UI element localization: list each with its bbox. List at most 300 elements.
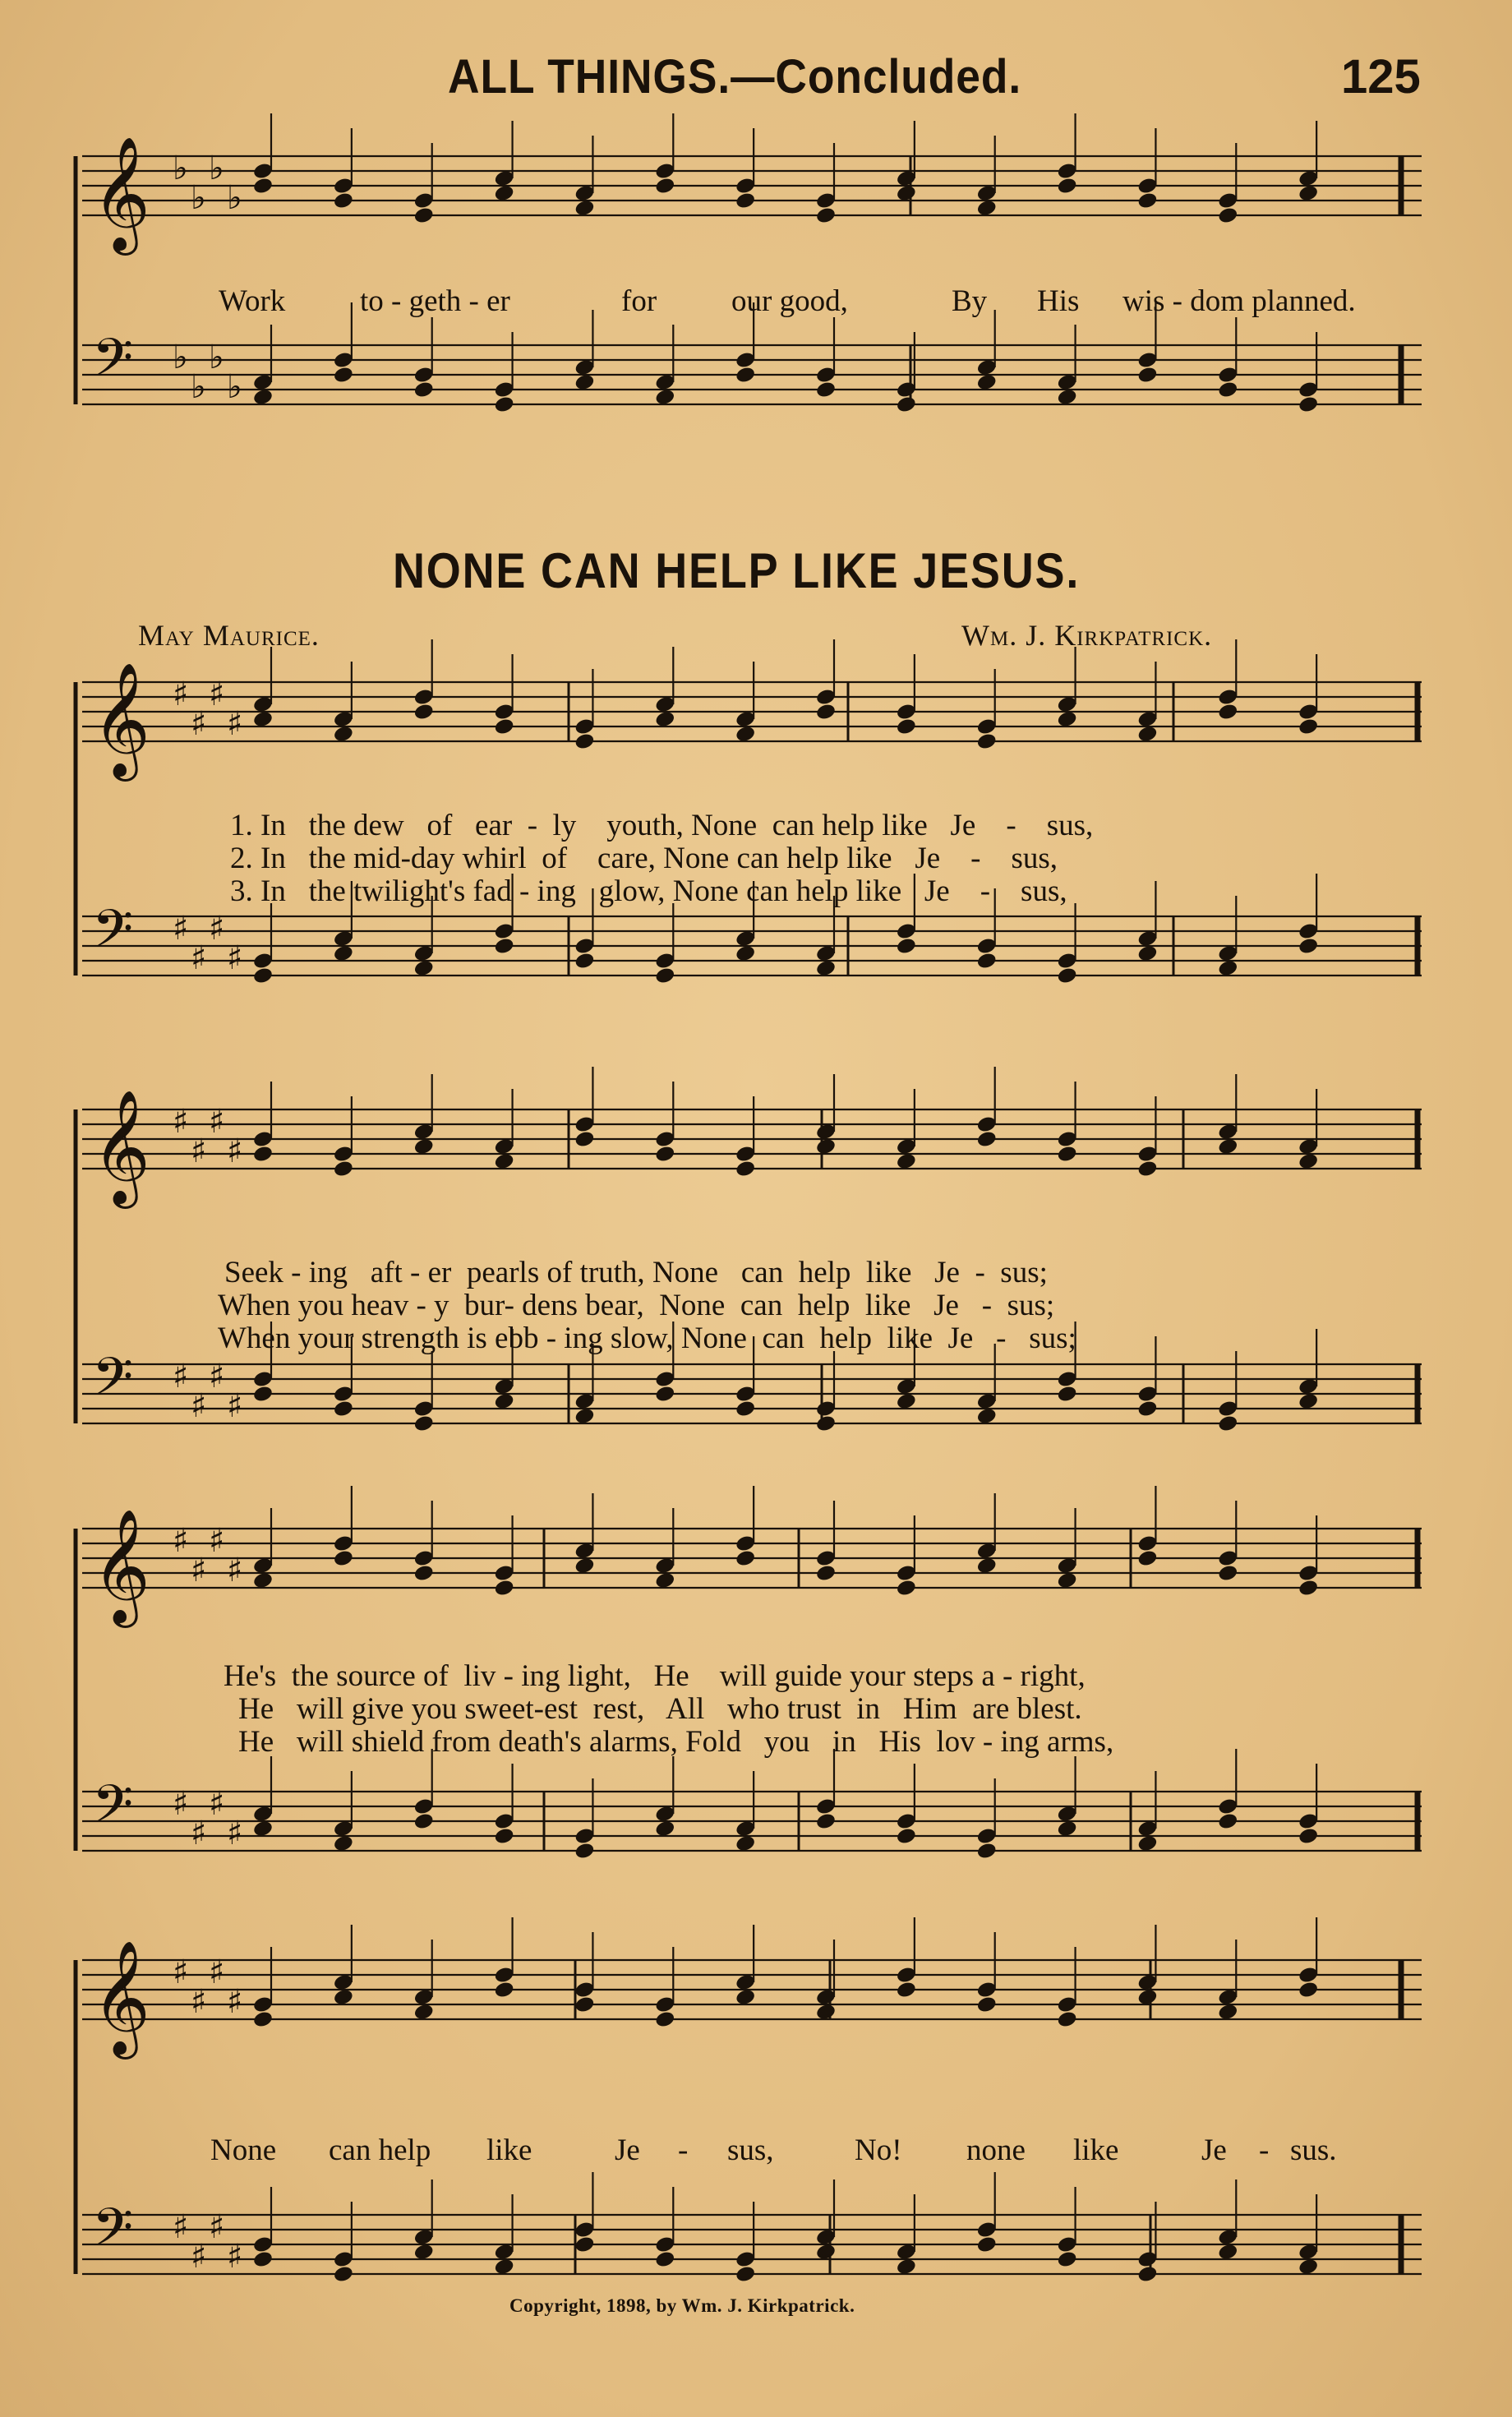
- lyric-word: Him: [902, 1692, 957, 1726]
- note-head: [654, 1571, 675, 1590]
- note-head: [815, 381, 837, 399]
- lyric-word: 1. In: [230, 809, 286, 842]
- lyric-word: in: [832, 1725, 856, 1759]
- lyric-word: will shield from death's alarms,: [296, 1725, 678, 1759]
- note-head: [493, 184, 514, 203]
- note-head: [976, 1130, 998, 1149]
- lyric-word: will guide your steps a - right,: [719, 1659, 1086, 1693]
- lyric-line: [224, 1255, 1048, 1290]
- lyric-word: help: [819, 1322, 873, 1355]
- sharp-sign: ♯: [191, 939, 207, 977]
- lyric-word: can: [762, 1322, 804, 1355]
- lyric-word: None: [691, 809, 758, 842]
- note-head: [654, 710, 675, 729]
- sharp-sign: ♯: [209, 910, 225, 948]
- lyric-word: you: [297, 1289, 344, 1322]
- note-head: [252, 388, 274, 407]
- sharp-sign: ♯: [209, 1785, 225, 1823]
- note-head: [1217, 206, 1238, 225]
- bass-clef: 𝄢: [92, 899, 134, 973]
- note-head: [413, 2003, 435, 2022]
- lyric-word: like: [887, 1322, 933, 1355]
- sharp-sign: ♯: [173, 676, 189, 713]
- flat-sign: ♭: [191, 179, 206, 217]
- lyric-word: liv - ing: [463, 1659, 560, 1693]
- lyric-word: Je: [947, 1322, 974, 1355]
- lyric-word: None: [659, 1289, 726, 1322]
- note-head: [413, 959, 435, 978]
- lyric-word: slow,: [610, 1322, 674, 1355]
- note-head: [976, 1557, 998, 1575]
- note-head: [1056, 1820, 1077, 1838]
- lyric-word: can help: [329, 2133, 431, 2167]
- lyric-word: None: [663, 842, 730, 875]
- lyric-word: sus;: [1029, 1322, 1076, 1355]
- lyric-word: to - geth - er: [360, 284, 510, 318]
- note-head: [654, 1385, 675, 1404]
- flat-sign: ♭: [227, 368, 242, 406]
- note-head: [574, 373, 595, 392]
- lyric-word: He's: [224, 1659, 277, 1693]
- lyric-line: [230, 874, 1067, 909]
- sharp-sign: ♯: [209, 1522, 225, 1560]
- note-head: [493, 2258, 514, 2276]
- flat-sign: ♭: [227, 179, 242, 217]
- note-head: [333, 366, 354, 385]
- lyric-word: like: [864, 1289, 911, 1322]
- lyric-word: Je: [924, 874, 950, 908]
- note-head: [1136, 1549, 1158, 1568]
- lyric-word: our good,: [731, 284, 848, 318]
- sharp-sign: ♯: [173, 1358, 189, 1395]
- bass-clef: 𝄢: [92, 1347, 134, 1421]
- lyric-word: light,: [567, 1659, 631, 1693]
- sharp-sign: ♯: [173, 910, 189, 948]
- lyric-word: help like: [822, 809, 928, 842]
- copyright-notice: Copyright, 1898, by Wm. J. Kirkpatrick.: [509, 2295, 855, 2316]
- note-head: [493, 717, 514, 736]
- lyric-word: twilight's: [353, 874, 466, 908]
- note-head: [896, 2258, 917, 2276]
- note-head: [1217, 703, 1238, 722]
- lyric-word: can: [772, 809, 815, 842]
- lyric-word: the source of: [291, 1659, 449, 1693]
- lyric-word: you: [763, 1725, 810, 1759]
- note-head: [1217, 381, 1238, 399]
- note-head: [735, 1549, 756, 1568]
- lyric-word: -: [527, 809, 538, 842]
- lyric-word: None: [672, 874, 739, 908]
- note-head: [896, 184, 917, 203]
- lyric-word: -: [981, 1289, 993, 1322]
- lyric-word: will give you: [296, 1692, 458, 1726]
- treble-clef: 𝄞: [92, 1090, 150, 1204]
- lyric-word: He: [653, 1659, 689, 1693]
- note-head: [1298, 717, 1319, 736]
- note-head: [1217, 1812, 1238, 1831]
- treble-clef: 𝄞: [92, 662, 150, 777]
- note-head: [1136, 1988, 1158, 2007]
- note-head: [493, 1981, 514, 2000]
- lyric-word: help: [797, 1289, 850, 1322]
- note-head: [252, 2010, 274, 2029]
- note-head: [1056, 388, 1077, 407]
- flat-sign: ♭: [209, 339, 224, 376]
- sharp-sign: ♯: [173, 2208, 189, 2246]
- lyric-word: -: [975, 1256, 985, 1289]
- note-head: [252, 2250, 274, 2269]
- note-head: [413, 2243, 435, 2262]
- lyric-word: the: [308, 874, 346, 908]
- note-head: [735, 191, 756, 210]
- bass-clef: 𝄢: [92, 2198, 134, 2272]
- sharp-sign: ♯: [209, 1953, 225, 1991]
- lyric-word: Seek - ing: [224, 1256, 348, 1289]
- note-head: [735, 1834, 756, 1853]
- lyric-line: [218, 1288, 1054, 1323]
- note-head: [413, 1564, 435, 1583]
- note-head: [1056, 1145, 1077, 1164]
- lyric-line: [224, 1658, 1086, 1694]
- lyric-word: help: [798, 1256, 851, 1289]
- lyric-word: None: [680, 1322, 747, 1355]
- lyric-word: sus,: [727, 2133, 774, 2167]
- note-head: [574, 1842, 595, 1861]
- lyric-word: like: [865, 1256, 912, 1289]
- sharp-sign: ♯: [227, 2238, 243, 2276]
- note-head: [1056, 2250, 1077, 2269]
- note-head: [1136, 944, 1158, 963]
- sharp-sign: ♯: [227, 1132, 243, 1170]
- lyric-word: -: [970, 842, 981, 875]
- lyric-word: aft - er: [370, 1256, 452, 1289]
- lyric-word: -: [980, 874, 991, 908]
- note-head: [1217, 1564, 1238, 1583]
- lyric-word: When: [218, 1289, 291, 1322]
- lyric-word: of: [542, 842, 568, 875]
- lyric-word: help like: [786, 842, 892, 875]
- flat-sign: ♭: [173, 150, 188, 187]
- note-head: [654, 2250, 675, 2269]
- flat-sign: ♭: [191, 368, 206, 406]
- note-head: [252, 1385, 274, 1404]
- note-head: [1136, 1834, 1158, 1853]
- note-head: [896, 1579, 917, 1598]
- note-head: [574, 1407, 595, 1426]
- note-head: [976, 1842, 998, 1861]
- sharp-sign: ♯: [227, 705, 243, 743]
- lyric-word: sus;: [1000, 1256, 1048, 1289]
- note-head: [413, 703, 435, 722]
- note-head: [493, 1152, 514, 1171]
- note-head: [815, 2243, 837, 2262]
- note-head: [815, 1812, 837, 1831]
- lyric-word: who trust: [727, 1692, 841, 1726]
- lyric-word: Je: [950, 809, 976, 842]
- lyric-word: -: [996, 1322, 1007, 1355]
- note-head: [333, 1834, 354, 1853]
- note-head: [493, 1827, 514, 1846]
- sharp-sign: ♯: [191, 1983, 207, 2021]
- note-head: [654, 177, 675, 196]
- lyric-word: whirl: [462, 842, 527, 875]
- note-head: [1056, 177, 1077, 196]
- note-head: [896, 1392, 917, 1411]
- lyric-word: in: [856, 1692, 881, 1726]
- lyric-word: Je: [933, 1289, 959, 1322]
- note-head: [976, 373, 998, 392]
- lyric-line: [218, 1321, 1076, 1356]
- note-head: [815, 959, 837, 978]
- note-head: [654, 2010, 675, 2029]
- lyric-word: ly: [552, 809, 577, 842]
- page-number: 125: [1341, 50, 1421, 104]
- note-head: [493, 937, 514, 956]
- lyric-word: 2. In: [230, 842, 286, 875]
- note-head: [1056, 2010, 1077, 2029]
- lyric-word: like: [486, 2133, 532, 2167]
- lyric-line: [238, 1691, 1082, 1727]
- lyric-word: for: [621, 284, 657, 318]
- note-head: [1217, 2243, 1238, 2262]
- sharp-sign: ♯: [209, 1358, 225, 1395]
- note-head: [252, 1820, 274, 1838]
- lyric-word: care,: [597, 842, 656, 875]
- sharp-sign: ♯: [227, 1552, 243, 1589]
- sharp-sign: ♯: [209, 676, 225, 713]
- lyric-word: of: [426, 809, 453, 842]
- note-head: [896, 937, 917, 956]
- note-head: [574, 1557, 595, 1575]
- note-head: [735, 725, 756, 744]
- composer-credit: Wm. J. Kirkpatrick.: [961, 619, 1213, 652]
- lyric-word: He: [238, 1725, 274, 1759]
- lyric-word: When your strength is: [218, 1322, 487, 1355]
- note-head: [333, 2265, 354, 2284]
- note-head: [735, 1988, 756, 2007]
- lyric-word: bear,: [585, 1289, 644, 1322]
- bass-clef: 𝄢: [92, 328, 134, 402]
- note-head: [252, 1571, 274, 1590]
- lyric-word: By: [952, 284, 988, 318]
- note-head: [1217, 2003, 1238, 2022]
- lyric-word: sus,: [1011, 842, 1058, 875]
- note-head: [252, 710, 274, 729]
- lyric-word: lov - ing arms,: [936, 1725, 1114, 1759]
- note-head: [333, 1988, 354, 2007]
- sharp-sign: ♯: [191, 1815, 207, 1852]
- note-head: [1298, 395, 1319, 414]
- note-head: [1136, 1400, 1158, 1418]
- lyric-word: sus.: [1290, 2133, 1337, 2167]
- note-head: [1217, 1137, 1238, 1156]
- note-head: [252, 966, 274, 985]
- note-head: [574, 199, 595, 218]
- note-head: [333, 191, 354, 210]
- sharp-sign: ♯: [173, 1785, 189, 1823]
- note-head: [574, 1130, 595, 1149]
- lyric-word: bur- dens: [464, 1289, 579, 1322]
- note-head: [333, 944, 354, 963]
- lyric-word: -: [1006, 809, 1016, 842]
- note-head: [1056, 966, 1077, 985]
- note-head: [413, 1137, 435, 1156]
- note-head: [1298, 937, 1319, 956]
- sharp-sign: ♯: [173, 1103, 189, 1141]
- lyric-word: pearls of: [466, 1256, 573, 1289]
- note-head: [815, 1137, 837, 1156]
- note-head: [574, 732, 595, 751]
- note-head: [654, 1820, 675, 1838]
- running-title: ALL THINGS.—Concluded.: [448, 50, 1022, 104]
- treble-clef: 𝄞: [92, 1940, 150, 2055]
- lyric-word: none: [966, 2133, 1026, 2167]
- lyric-word: can: [746, 874, 789, 908]
- hymn-title: NONE CAN HELP LIKE JESUS.: [393, 543, 1081, 598]
- lyric-word: ear: [475, 809, 513, 842]
- note-head: [493, 1392, 514, 1411]
- note-head: [976, 2235, 998, 2254]
- flat-sign: ♭: [209, 150, 224, 187]
- sharp-sign: ♯: [191, 1552, 207, 1589]
- note-head: [413, 206, 435, 225]
- lyricist-credit: May Maurice.: [138, 619, 320, 652]
- lyric-word: -: [678, 2133, 689, 2167]
- note-head: [493, 1579, 514, 1598]
- lyric-word: the dew: [308, 809, 404, 842]
- lyric-word: -: [1259, 2133, 1270, 2167]
- flat-sign: ♭: [173, 339, 188, 376]
- lyric-word: 3. In: [230, 874, 286, 908]
- lyric-word: youth,: [606, 809, 684, 842]
- lyric-word: like: [1073, 2133, 1119, 2167]
- lyric-word: sweet-est: [464, 1692, 579, 1726]
- lyric-word: can: [740, 1256, 784, 1289]
- note-head: [333, 1400, 354, 1418]
- note-head: [976, 1407, 998, 1426]
- note-head: [735, 1400, 756, 1418]
- note-head: [574, 2235, 595, 2254]
- lyric-word: He: [238, 1692, 274, 1726]
- note-head: [896, 1981, 917, 2000]
- note-head: [815, 206, 837, 225]
- note-head: [1298, 184, 1319, 203]
- note-head: [1136, 191, 1158, 210]
- lyric-word: are blest.: [972, 1692, 1082, 1726]
- note-head: [1298, 1981, 1319, 2000]
- note-head: [1056, 1571, 1077, 1590]
- sharp-sign: ♯: [209, 2208, 225, 2246]
- sharp-sign: ♯: [191, 1387, 207, 1425]
- lyric-word: ebb - ing: [495, 1322, 603, 1355]
- lyric-word: heav - y: [351, 1289, 449, 1322]
- note-head: [1217, 1414, 1238, 1433]
- bass-clef: 𝄢: [92, 1774, 134, 1848]
- lyric-word: Je: [615, 2133, 640, 2167]
- note-head: [333, 1160, 354, 1179]
- lyric-word: fad - ing: [472, 874, 576, 908]
- note-head: [1298, 1152, 1319, 1171]
- note-head: [413, 381, 435, 399]
- lyric-word: sus,: [1046, 809, 1094, 842]
- lyric-word: All: [666, 1692, 705, 1726]
- lyric-word: truth,: [579, 1256, 645, 1289]
- treble-clef: 𝄞: [92, 1509, 150, 1623]
- note-head: [1298, 1392, 1319, 1411]
- lyric-word: None: [652, 1256, 719, 1289]
- sharp-sign: ♯: [191, 1132, 207, 1170]
- note-head: [896, 717, 917, 736]
- note-head: [976, 199, 998, 218]
- lyric-word: No!: [855, 2133, 902, 2167]
- sharp-sign: ♯: [191, 2238, 207, 2276]
- note-head: [976, 1995, 998, 2014]
- note-head: [976, 952, 998, 971]
- lyric-word: the mid-day: [308, 842, 455, 875]
- lyric-line: [230, 841, 1058, 876]
- lyric-word: sus;: [1007, 1289, 1055, 1322]
- note-head: [896, 395, 917, 414]
- lyric-word: His: [1037, 284, 1080, 318]
- lyric-word: help like: [795, 874, 902, 908]
- note-head: [493, 395, 514, 414]
- note-head: [413, 1812, 435, 1831]
- lyric-word: His: [878, 1725, 921, 1759]
- lyric-line: [230, 808, 1093, 843]
- note-head: [735, 2265, 756, 2284]
- note-head: [333, 725, 354, 744]
- note-head: [815, 703, 837, 722]
- sharp-sign: ♯: [173, 1522, 189, 1560]
- note-head: [735, 366, 756, 385]
- note-head: [574, 1995, 595, 2014]
- lyric-word: Je: [1201, 2133, 1227, 2167]
- note-head: [1136, 725, 1158, 744]
- note-head: [252, 177, 274, 196]
- note-head: [1298, 1579, 1319, 1598]
- note-head: [735, 1160, 756, 1179]
- note-head: [252, 1145, 274, 1164]
- note-head: [1298, 1827, 1319, 1846]
- note-head: [1136, 1160, 1158, 1179]
- note-head: [1217, 959, 1238, 978]
- note-head: [1056, 710, 1077, 729]
- lyric-word: Work: [219, 284, 286, 318]
- note-head: [896, 1152, 917, 1171]
- lyric-word: Fold: [685, 1725, 741, 1759]
- note-head: [815, 2003, 837, 2022]
- sharp-sign: ♯: [209, 1103, 225, 1141]
- sharp-sign: ♯: [173, 1953, 189, 1991]
- sharp-sign: ♯: [227, 1983, 243, 2021]
- lyric-word: can: [740, 1289, 783, 1322]
- lyric-word: Je: [915, 842, 941, 875]
- note-head: [976, 732, 998, 751]
- note-head: [815, 1414, 837, 1433]
- lyric-word: rest,: [592, 1692, 645, 1726]
- note-head: [1298, 2258, 1319, 2276]
- lyric-word: can: [736, 842, 779, 875]
- note-head: [1136, 2265, 1158, 2284]
- note-head: [654, 388, 675, 407]
- note-head: [815, 1564, 837, 1583]
- treble-clef: 𝄞: [92, 136, 150, 251]
- sharp-sign: ♯: [227, 1815, 243, 1852]
- lyric-word: Je: [934, 1256, 960, 1289]
- sharp-sign: ♯: [227, 939, 243, 977]
- note-head: [654, 1145, 675, 1164]
- sharp-sign: ♯: [191, 705, 207, 743]
